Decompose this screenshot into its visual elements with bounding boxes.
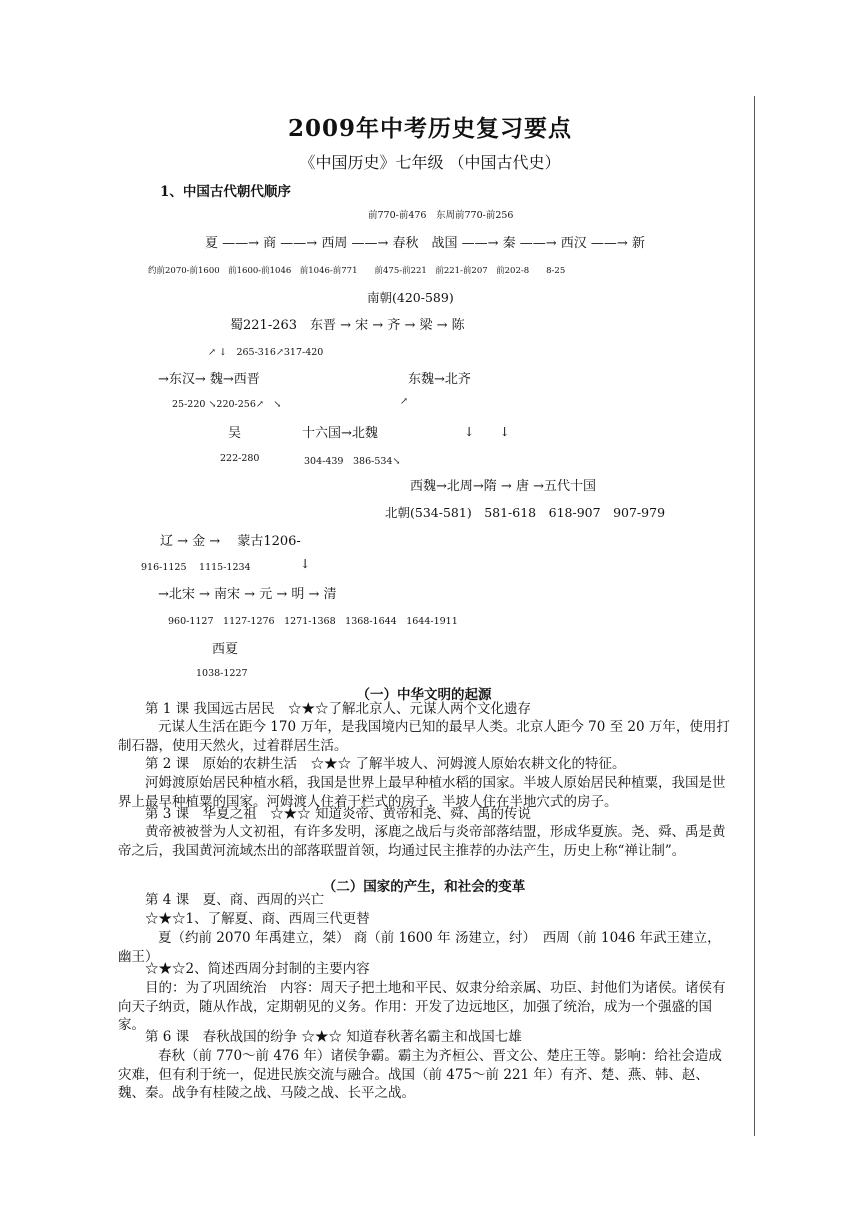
part1-heading: （一）中华文明的起源	[356, 687, 492, 703]
chart-row-dates-4: 916-1125 1115-1234	[141, 562, 251, 573]
chart-row-liao-jin-mongol: 辽 → 金 → 蒙古1206-	[160, 534, 301, 549]
chart-row-song-to-qing: →北宋 → 南宋 → 元 → 明 → 清	[158, 587, 337, 602]
chart-row-eastern-zhou: 前770-前476 东周前770-前256	[368, 210, 514, 221]
lesson3-body-text: 黄帝被被誉为人文初祖，有许多发明，涿鹿之战后与炎帝部落结盟，形成华夏族。尧、舜、禹是黄帝之后，我国黄河流域杰出的部落联盟首领，均通过民主推荐的办法产生，历史上称“禅让制”。	[118, 824, 726, 859]
page-subtitle: 《中国历史》七年级 （中国古代史）	[299, 153, 561, 172]
lesson6-body	[118, 1047, 730, 1103]
chart-row-dates-xixia: 1038-1227	[196, 668, 248, 679]
chart-row-eastern-han: →东汉→ 魏→西晋	[158, 372, 260, 387]
lesson1-title	[118, 700, 730, 719]
page-title: 2009年中考历史复习要点	[287, 115, 572, 142]
lesson4-dynasties-text: 夏（约前 2070 年禹建立，桀） 商（前 1600 年 汤建立，纣） 西周（前 1046 年武王建立，幽王）	[118, 930, 721, 965]
chart-row-arrows-3: ↓ ↓	[464, 424, 510, 439]
chart-row-western-wei: 西魏→北周→隋 → 唐 →五代十国	[410, 479, 596, 494]
lesson4-point2-text: ☆★☆2、简述西周分封制的主要内容	[145, 961, 370, 977]
lesson3-title-text: 第 3 课 华夏之祖 ☆★☆ 知道炎帝、黄帝和尧、舜、禹的传说	[145, 806, 531, 822]
lesson4-point1-text: ☆★☆1、了解夏、商、西周三代更替	[145, 911, 370, 927]
lesson4-fengjian	[118, 979, 730, 1035]
chart-row-southern-dynasties: 南朝(420-589)	[367, 290, 454, 305]
lesson4-title-text: 第 4 课 夏、商、西周的兴亡	[145, 892, 325, 908]
lesson2-title	[118, 755, 730, 774]
lesson1-body-text: 元谋人生活在距今 170 万年，是我国境内已知的最早人类。北京人距今 70 至 20 万年，使用打制石器，使用天然火，过着群居生活。	[118, 719, 730, 754]
chart-row-shu-eastern-jin: 蜀221-263 东晋 → 宋 → 齐 → 梁 → 陈	[230, 318, 465, 333]
lesson6-title	[118, 1028, 730, 1047]
chart-row-eastern-wei: 东魏→北齐	[408, 372, 471, 387]
lesson3-body	[118, 823, 730, 860]
lesson4-point1	[118, 910, 730, 929]
chart-row-xia-to-xin: 夏 ——→ 商 ——→ 西周 ——→ 春秋 战国 ——→ 秦 ——→ 西汉 ——→ 新	[205, 236, 645, 251]
chart-row-arrow-4: ↓	[300, 556, 311, 571]
lesson1-body	[118, 718, 730, 755]
lesson2-body-text: 河姆渡原始居民种植水稻，我国是世界上最早种植水稻的国家。半坡人原始居民种植粟，我国是世界上最早种植粟的国家。河姆渡人住着干栏式的房子，半坡人住在半地穴式的房子。	[118, 775, 726, 810]
lesson1-title-text: 第 1 课 我国远古居民 ☆★☆了解北京人、元谋人两个文化遗存	[145, 701, 531, 717]
chart-row-arrows-1: ↗ ↓ 265-316↗317-420	[208, 347, 324, 358]
chart-row-dates-wu: 222-280	[220, 453, 260, 464]
chart-row-arrow-2: ↗	[400, 396, 408, 407]
lesson6-title-text: 第 6 课 春秋战国的纷争 ☆★☆ 知道春秋著名霸主和战国七雄	[145, 1029, 522, 1045]
chart-row-western-xia: 西夏	[212, 642, 239, 657]
chart-row-dates-3: 304-439 386-534↘	[304, 456, 401, 467]
chart-row-dates-2: 25-220 ↘220-256↗ ↘	[172, 399, 282, 410]
lesson3-title	[118, 805, 730, 824]
chart-row-northern-dynasties: 北朝(534-581) 581-618 618-907 907-979	[385, 505, 666, 520]
lesson4-title	[118, 891, 730, 910]
chart-row-wu: 吴	[228, 426, 242, 441]
lesson4-fengjian-text: 目的：为了巩固统治 内容：周天子把土地和平民、奴隶分给亲属、功臣、封他们为诸侯。诸侯有向天子纳贡，随从作战，定期朝见的义务。作用：开发了边远地区，加强了统治，成为一个强盛的国家。	[118, 980, 726, 1033]
section-heading-dynasty-order: 1、中国古代朝代顺序	[160, 184, 291, 200]
chart-row-dates-5: 960-1127 1127-1276 1271-1368 1368-1644 1644-1911	[168, 616, 458, 627]
chart-row-sixteen-kingdoms: 十六国→北魏	[302, 426, 378, 441]
lesson2-title-text: 第 2 课 原始的农耕生活 ☆★☆ 了解半坡人、河姆渡人原始农耕文化的特征。	[145, 756, 626, 772]
part2-heading: （二）国家的产生，和社会的变革	[322, 879, 526, 895]
lesson4-point2	[118, 960, 730, 979]
lesson6-body-text: 春秋（前 770～前 476 年）诸侯争霸。霸主为齐桓公、晋文公、楚庄王等。影响：给社会造成灾难，但有利于统一，促进民族交流与融合。战国（前 475～前 221 年）有齐、楚、燕、韩、赵、魏、秦。战争有桂陵之战、马陵之战、长平之战。	[118, 1048, 722, 1101]
page-margin-line	[754, 96, 755, 1136]
chart-row-dates-1: 约前2070-前1600 前1600-前1046 前1046-前771 前475-前221 前221-前207 前202-8 8-25	[148, 266, 566, 276]
